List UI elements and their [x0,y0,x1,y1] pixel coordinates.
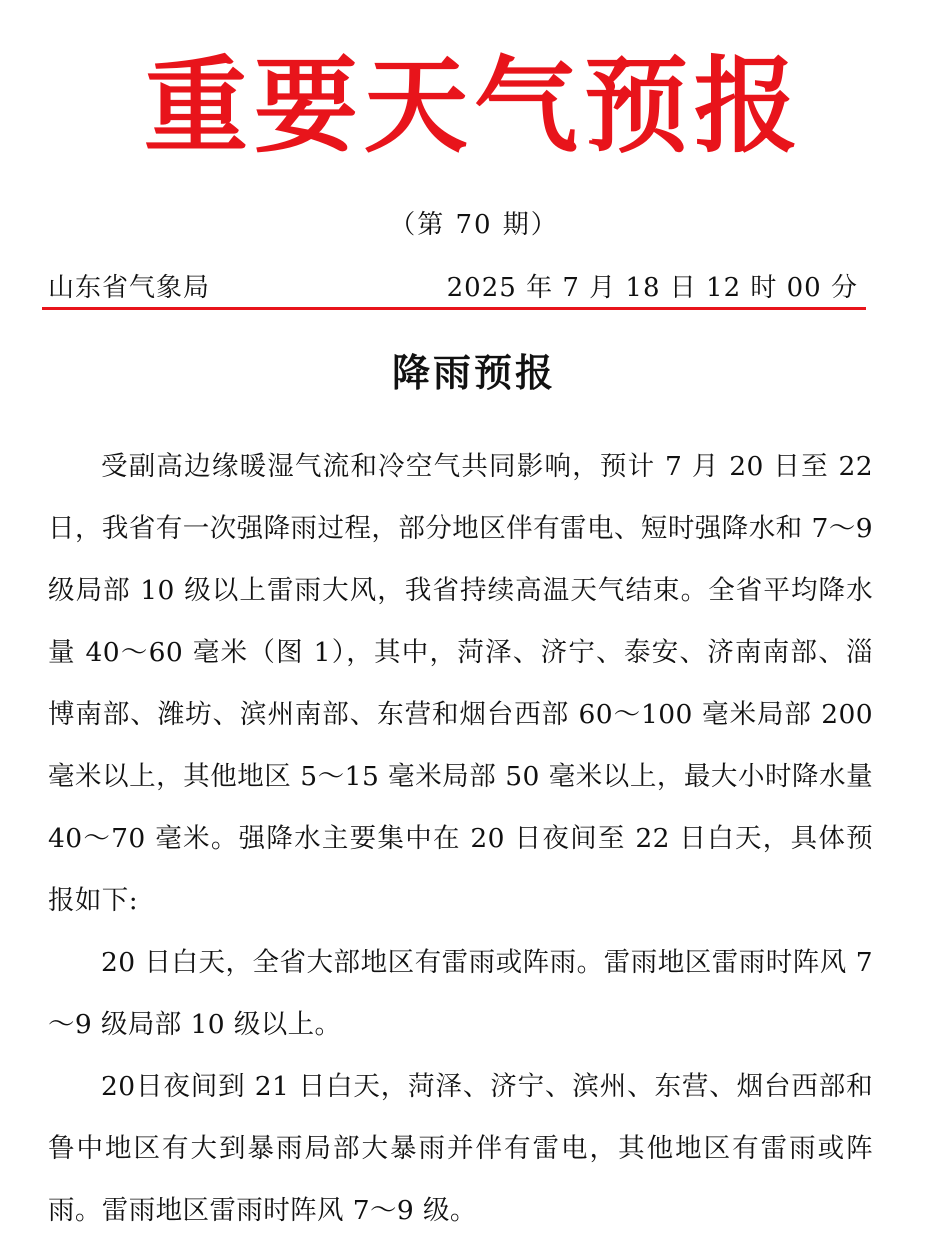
red-divider-line [42,307,866,310]
document-title: 降雨预报 [391,350,556,395]
issue-datetime: 2025 年 7 月 18 日 12 时 00 分 [446,273,858,303]
issuer-name: 山东省气象局 [48,273,211,303]
paragraph-overview: 受副高边缘暖湿气流和冷空气共同影响，预计 7 月 20 日至 22 日，我省有一次强降雨过程，部分地区伴有雷电、短时强降水和 7～9 级局部 10 级以上雷雨大风，我省持续高温天气结束。全省平均降水量 40～60 毫米（图 1），其中，菏泽、济宁、泰安、济南南部、淄博南部、潍坊、滨州南部、东营和烟台西部 60～100 毫米局部 200 毫米以上，其他地区 5～15 毫米局部 50 毫米以上，最大小时降水量 40～70 毫米。强降水主要集中在 20 日夜间至 22 日白天，具体预报如下: [48,451,873,916]
issue-number: （第 70 期） [389,210,559,240]
meta-row [48,268,858,308]
masthead-title: 重要天气预报 [143,44,804,167]
document-body [48,436,873,1242]
paragraph-day-20: 20 日白天，全省大部地区有雷雨或阵雨。雷雨地区雷雨时阵风 7～9 级局部 10 级以上。 [48,947,873,1040]
paragraph-night-20-day-21: 20日夜间到 21 日白天，菏泽、济宁、滨州、东营、烟台西部和鲁中地区有大到暴雨局部大暴雨并伴有雷电，其他地区有雷雨或阵雨。雷雨地区雷雨时阵风 7～9 级。 [48,1071,873,1226]
